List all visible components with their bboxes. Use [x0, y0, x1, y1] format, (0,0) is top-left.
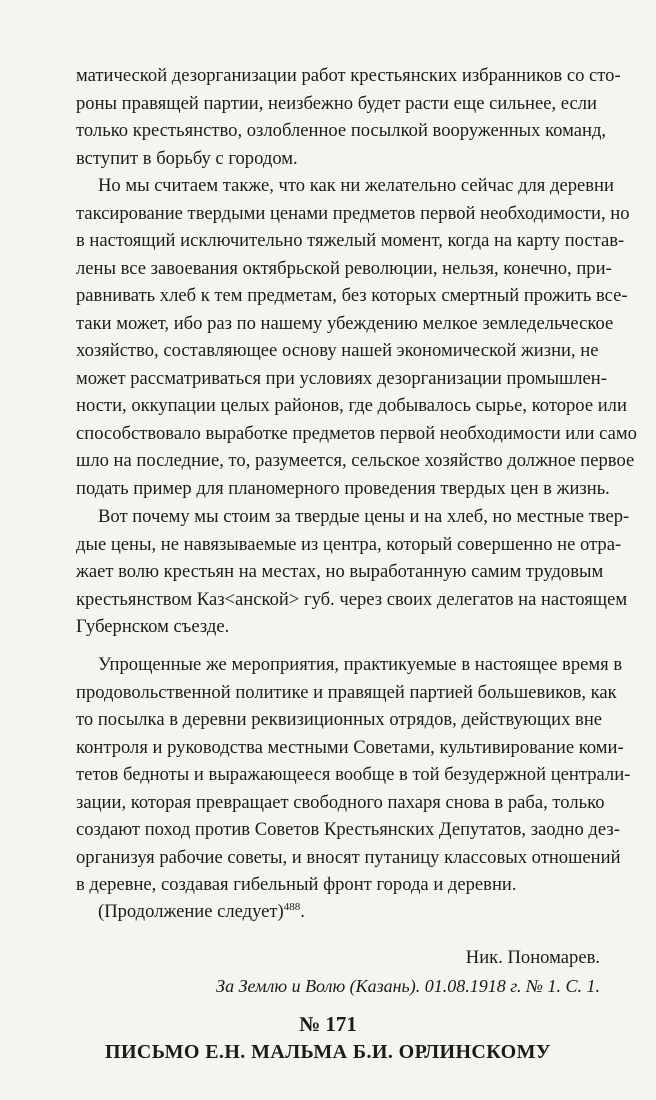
text-line: таксирование твердыми ценами предметов первой необходимости, но [76, 202, 630, 224]
text-line: то посылка в деревни реквизиционных отрядов, действующих вне [76, 709, 603, 731]
text-line: зации, которая превращает свободного пахаря снова в раба, только [76, 791, 605, 813]
text-line: тетов бедноты и выражающееся вообще в той безудержной централи- [76, 764, 631, 786]
text-line: матической дезорганизации работ крестьянских избранников со сто- [76, 65, 621, 86]
paragraph-1 [76, 62, 621, 172]
text-line: только крестьянство, озлобленное посылкой вооруженных команд, [76, 120, 607, 142]
text-line: Упрощенные же мероприятия, практикуемые в настоящее время в [98, 654, 623, 675]
text-line: таки может, ибо раз по нашему убеждению мелкое земледельческое [76, 312, 614, 334]
text-line: в деревне, создавая гибельный фронт города и деревни. [76, 874, 517, 896]
text-line: может рассматриваться при условиях дезорганизации промышлен- [76, 367, 607, 389]
continued-text: (Продолжение следует) [98, 901, 284, 922]
text-line: организуя рабочие советы, и вносят путаницу классовых отношений [76, 846, 621, 868]
paragraph-4 [76, 651, 631, 899]
text-line: дые цены, не навязываемые из центра, который совершенно не отра- [76, 533, 622, 555]
text-line: Вот почему мы стоим за твердые цены и на хлеб, но местные твер- [98, 506, 630, 527]
paragraph-3 [76, 503, 630, 641]
text-line: хозяйство, составляющее основу нашей экономической жизни, не [76, 340, 599, 362]
text-line: способствовало выработке предметов первой необходимости или само [76, 422, 637, 444]
text-line: лены все завоевания октябрьской революции, нельзя, конечно, при- [76, 257, 612, 279]
text-line: Но мы считаем также, что как ни желательно сейчас для деревни [98, 175, 614, 196]
text-line: вступит в борьбу с городом. [76, 147, 298, 169]
text-line: продовольственной политике и правящей партией большевиков, как [76, 681, 617, 703]
text-line: Губернском съезде. [76, 616, 230, 638]
text-line: роны правящей партии, неизбежно будет расти еще сильнее, если [76, 92, 598, 114]
text-line: в настоящий исключительно тяжелый момент, когда на карту постав- [76, 230, 625, 252]
signature: Ник. Пономарев. [465, 947, 600, 968]
footnote-ref-488[interactable]: 488 [283, 900, 301, 913]
document-number: № 171 [299, 1012, 357, 1036]
text-line: жает волю крестьян на местах, но выработанную самим трудовым [76, 561, 604, 583]
document-title: ПИСЬМО Е.Н. МАЛЬМА Б.И. ОРЛИНСКОМУ [104, 1041, 551, 1063]
text-line: крестьянством Каз<анской> губ. через своих делегатов на настоящем [76, 588, 628, 610]
continued-note: (Продолжение следует)$^{488}$. [98, 900, 305, 922]
text-line: контроля и руководства местными Советами, культивирование коми- [76, 736, 624, 758]
text-line: создают поход против Советов Крестьянских Депутатов, заодно дез- [76, 819, 620, 841]
text-line: шло на последние, то, разумеется, сельское хозяйство должное первое [76, 450, 635, 472]
text-line: ности, оккупации целых районов, где добывалось сырье, которое или [76, 395, 627, 417]
text-line: подать пример для планомерного проведения твердых цен в жизнь. [76, 478, 610, 500]
text-line: равнивать хлеб к тем предметам, без которых смертный прожить все- [76, 285, 628, 307]
paragraph-2 [76, 172, 637, 503]
source-citation: За Землю и Волю (Казань). 01.08.1918 г. № 1. С. 1. [216, 976, 600, 996]
